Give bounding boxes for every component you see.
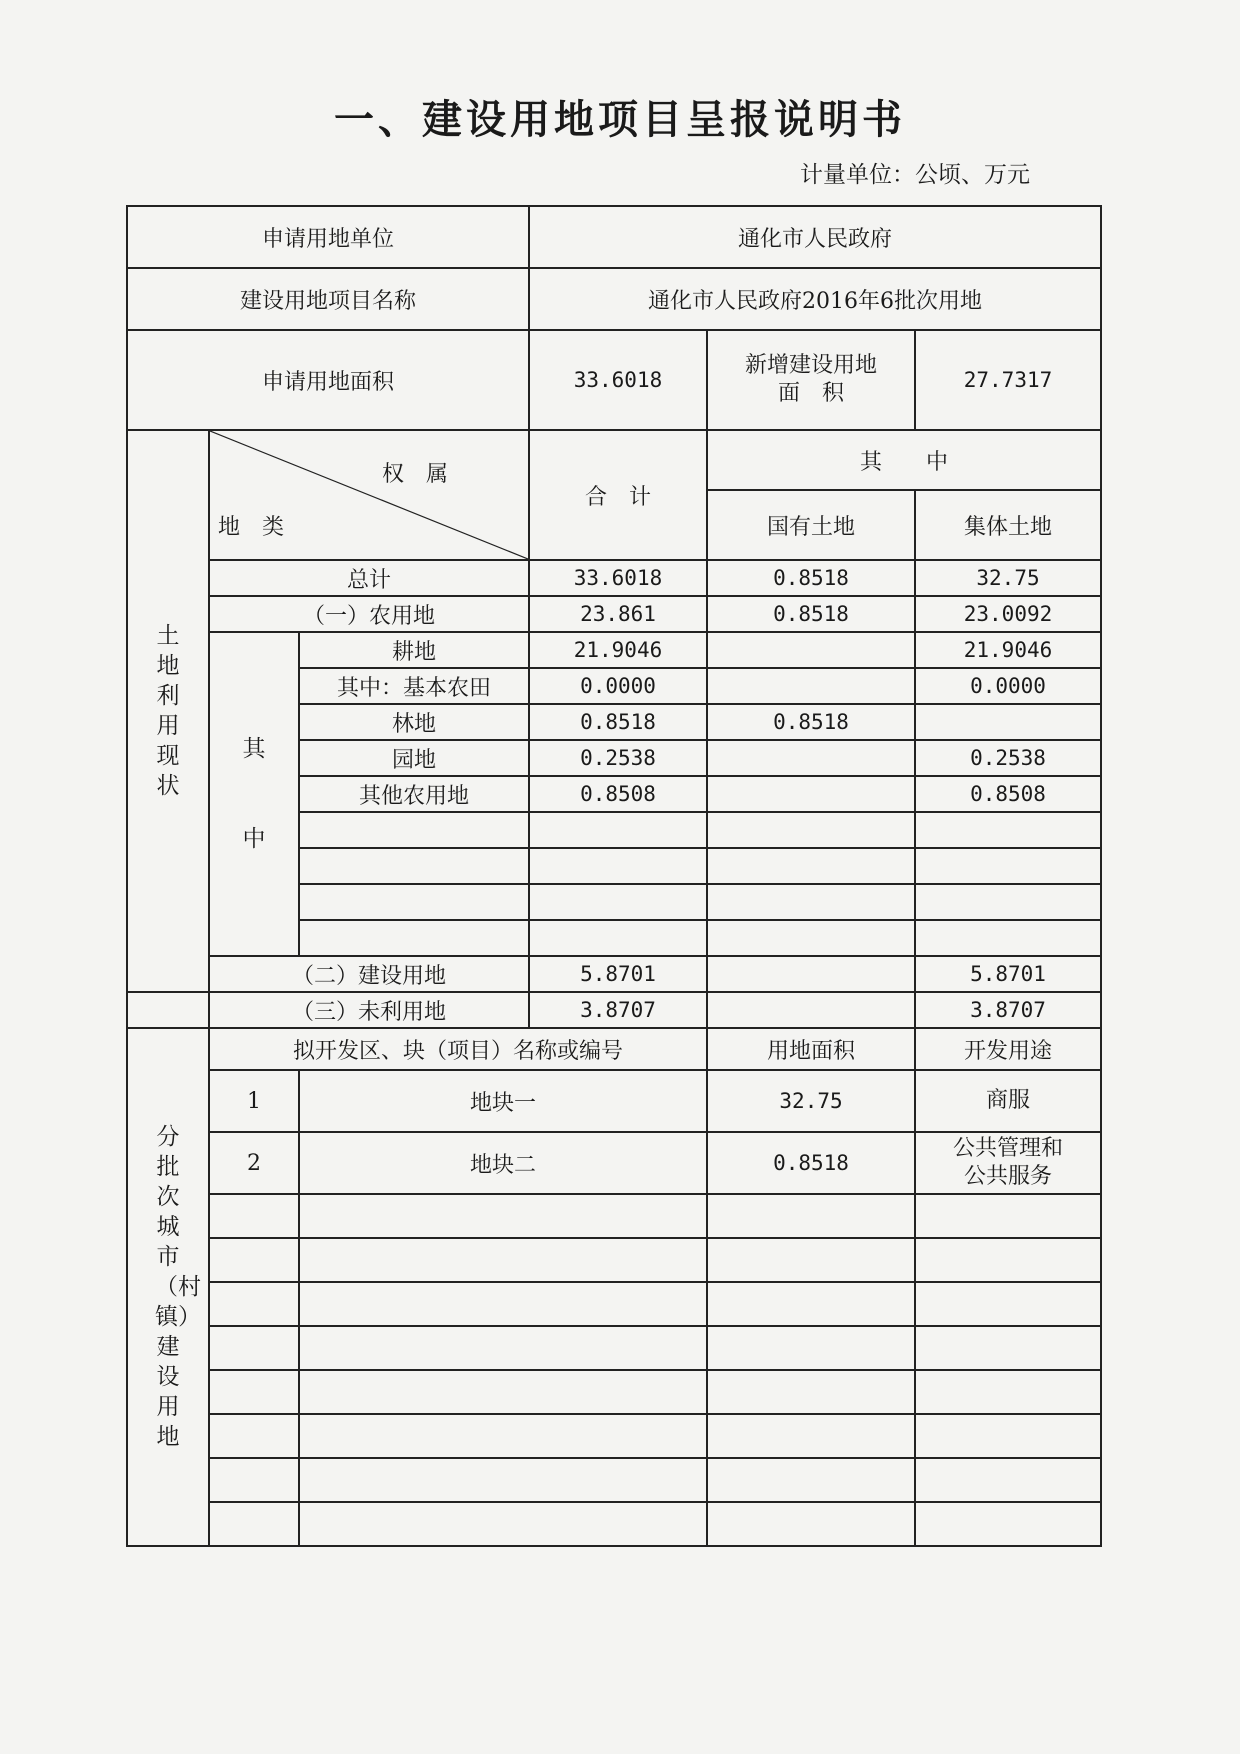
table-row bbox=[127, 632, 1101, 668]
row-name: （一）农用地 bbox=[209, 596, 529, 632]
batch-header-row bbox=[127, 1028, 1101, 1070]
sub-group-label bbox=[209, 632, 299, 956]
new-area-value: 27.7317 bbox=[915, 330, 1101, 430]
row-total: 23.861 bbox=[529, 596, 707, 632]
unit-note: 计量单位：公顷、万元 bbox=[800, 162, 1030, 188]
area-value: 33.6018 bbox=[529, 330, 707, 430]
batch-table bbox=[126, 991, 1102, 1547]
batch-section-label bbox=[127, 1028, 209, 1546]
row-total: 0.2538 bbox=[529, 740, 707, 776]
empty-row bbox=[127, 1502, 1101, 1546]
row-name: （二）建设用地 bbox=[209, 956, 529, 992]
diagonal-header-top: 权 属 bbox=[381, 462, 448, 487]
batch-row-no: 2 bbox=[209, 1132, 299, 1194]
sub-group-label-2: 中 bbox=[242, 826, 266, 852]
empty-row bbox=[127, 1458, 1101, 1502]
batch-row-area: 32.75 bbox=[707, 1070, 915, 1132]
empty-row bbox=[127, 1414, 1101, 1458]
row-name: 林地 bbox=[299, 704, 529, 740]
row-state: 0.8518 bbox=[707, 596, 915, 632]
diagonal-header-cell bbox=[209, 430, 529, 560]
row-collective bbox=[915, 704, 1101, 740]
land-use-section-continued bbox=[127, 992, 209, 1028]
collective-land-header: 集体土地 bbox=[915, 490, 1101, 560]
row-collective: 21.9046 bbox=[915, 632, 1101, 668]
row-collective: 5.8701 bbox=[915, 956, 1101, 992]
batch-row-use-line1: 商服 bbox=[986, 1088, 1031, 1113]
empty-row bbox=[127, 1370, 1101, 1414]
row-name: 总计 bbox=[209, 560, 529, 596]
row-collective: 23.0092 bbox=[915, 596, 1101, 632]
row-total: 33.6018 bbox=[529, 560, 707, 596]
row-total: 5.8701 bbox=[529, 956, 707, 992]
row-state bbox=[707, 776, 915, 812]
project-row bbox=[127, 268, 1101, 330]
row-name: 园地 bbox=[299, 740, 529, 776]
batch-row-name: 地块一 bbox=[299, 1070, 707, 1132]
batch-row-use bbox=[915, 1132, 1101, 1194]
row-state: 0.8518 bbox=[707, 704, 915, 740]
row-state bbox=[707, 956, 915, 992]
row-state bbox=[707, 668, 915, 704]
land-use-header-row-1 bbox=[127, 430, 1101, 490]
applicant-row bbox=[127, 206, 1101, 268]
batch-header-area: 用地面积 bbox=[707, 1028, 915, 1070]
area-row bbox=[127, 330, 1101, 430]
project-label: 建设用地项目名称 bbox=[127, 268, 529, 330]
table-row bbox=[127, 560, 1101, 596]
table-row bbox=[127, 596, 1101, 632]
of-which-header: 其 中 bbox=[707, 430, 1101, 490]
row-total: 3.8707 bbox=[529, 992, 707, 1028]
batch-row-area: 0.8518 bbox=[707, 1132, 915, 1194]
batch-header-use: 开发用途 bbox=[915, 1028, 1101, 1070]
report-form-table bbox=[126, 205, 1102, 993]
row-name: 其中：基本农田 bbox=[299, 668, 529, 704]
sub-group-label-1: 其 bbox=[242, 736, 266, 762]
row-total: 21.9046 bbox=[529, 632, 707, 668]
state-land-header: 国有土地 bbox=[707, 490, 915, 560]
empty-row bbox=[127, 1282, 1101, 1326]
new-area-label-line2: 面 积 bbox=[777, 381, 844, 406]
batch-row-use bbox=[915, 1070, 1101, 1132]
row-total: 0.0000 bbox=[529, 668, 707, 704]
land-use-section-text: 土地利用现状 bbox=[156, 623, 180, 799]
batch-section-text: 分批次城市（村镇）建设用地 bbox=[155, 1124, 201, 1450]
new-area-label bbox=[707, 330, 915, 430]
row-name: （三）未利用地 bbox=[209, 992, 529, 1028]
applicant-label: 申请用地单位 bbox=[127, 206, 529, 268]
page-title: 一、建设用地项目呈报说明书 bbox=[334, 97, 906, 143]
table-row bbox=[127, 1132, 1101, 1194]
row-name: 其他农用地 bbox=[299, 776, 529, 812]
batch-row-name: 地块二 bbox=[299, 1132, 707, 1194]
row-state bbox=[707, 632, 915, 668]
total-header: 合 计 bbox=[529, 430, 707, 560]
table-row bbox=[127, 1070, 1101, 1132]
row-collective: 32.75 bbox=[915, 560, 1101, 596]
row-total: 0.8518 bbox=[529, 704, 707, 740]
row-collective: 0.8508 bbox=[915, 776, 1101, 812]
row-state: 0.8518 bbox=[707, 560, 915, 596]
batch-row-use-line2: 公共服务 bbox=[964, 1164, 1053, 1189]
table-row bbox=[127, 956, 1101, 992]
batch-row-use-line1: 公共管理和 bbox=[953, 1136, 1064, 1161]
row-collective: 3.8707 bbox=[915, 992, 1101, 1028]
row-name: 耕地 bbox=[299, 632, 529, 668]
batch-header-name: 拟开发区、块（项目）名称或编号 bbox=[209, 1028, 707, 1070]
project-value: 通化市人民政府2016年6批次用地 bbox=[529, 268, 1101, 330]
row-collective: 0.2538 bbox=[915, 740, 1101, 776]
empty-row bbox=[127, 1194, 1101, 1238]
empty-row bbox=[127, 1238, 1101, 1282]
empty-row bbox=[127, 1326, 1101, 1370]
area-label: 申请用地面积 bbox=[127, 330, 529, 430]
row-collective: 0.0000 bbox=[915, 668, 1101, 704]
new-area-label-line1: 新增建设用地 bbox=[744, 353, 877, 378]
table-row bbox=[127, 992, 1101, 1028]
diagonal-header-bottom: 地 类 bbox=[218, 515, 285, 540]
applicant-value: 通化市人民政府 bbox=[529, 206, 1101, 268]
batch-row-no: 1 bbox=[209, 1070, 299, 1132]
row-state bbox=[707, 740, 915, 776]
row-total: 0.8508 bbox=[529, 776, 707, 812]
row-state bbox=[707, 992, 915, 1028]
land-use-section-label bbox=[127, 430, 209, 992]
